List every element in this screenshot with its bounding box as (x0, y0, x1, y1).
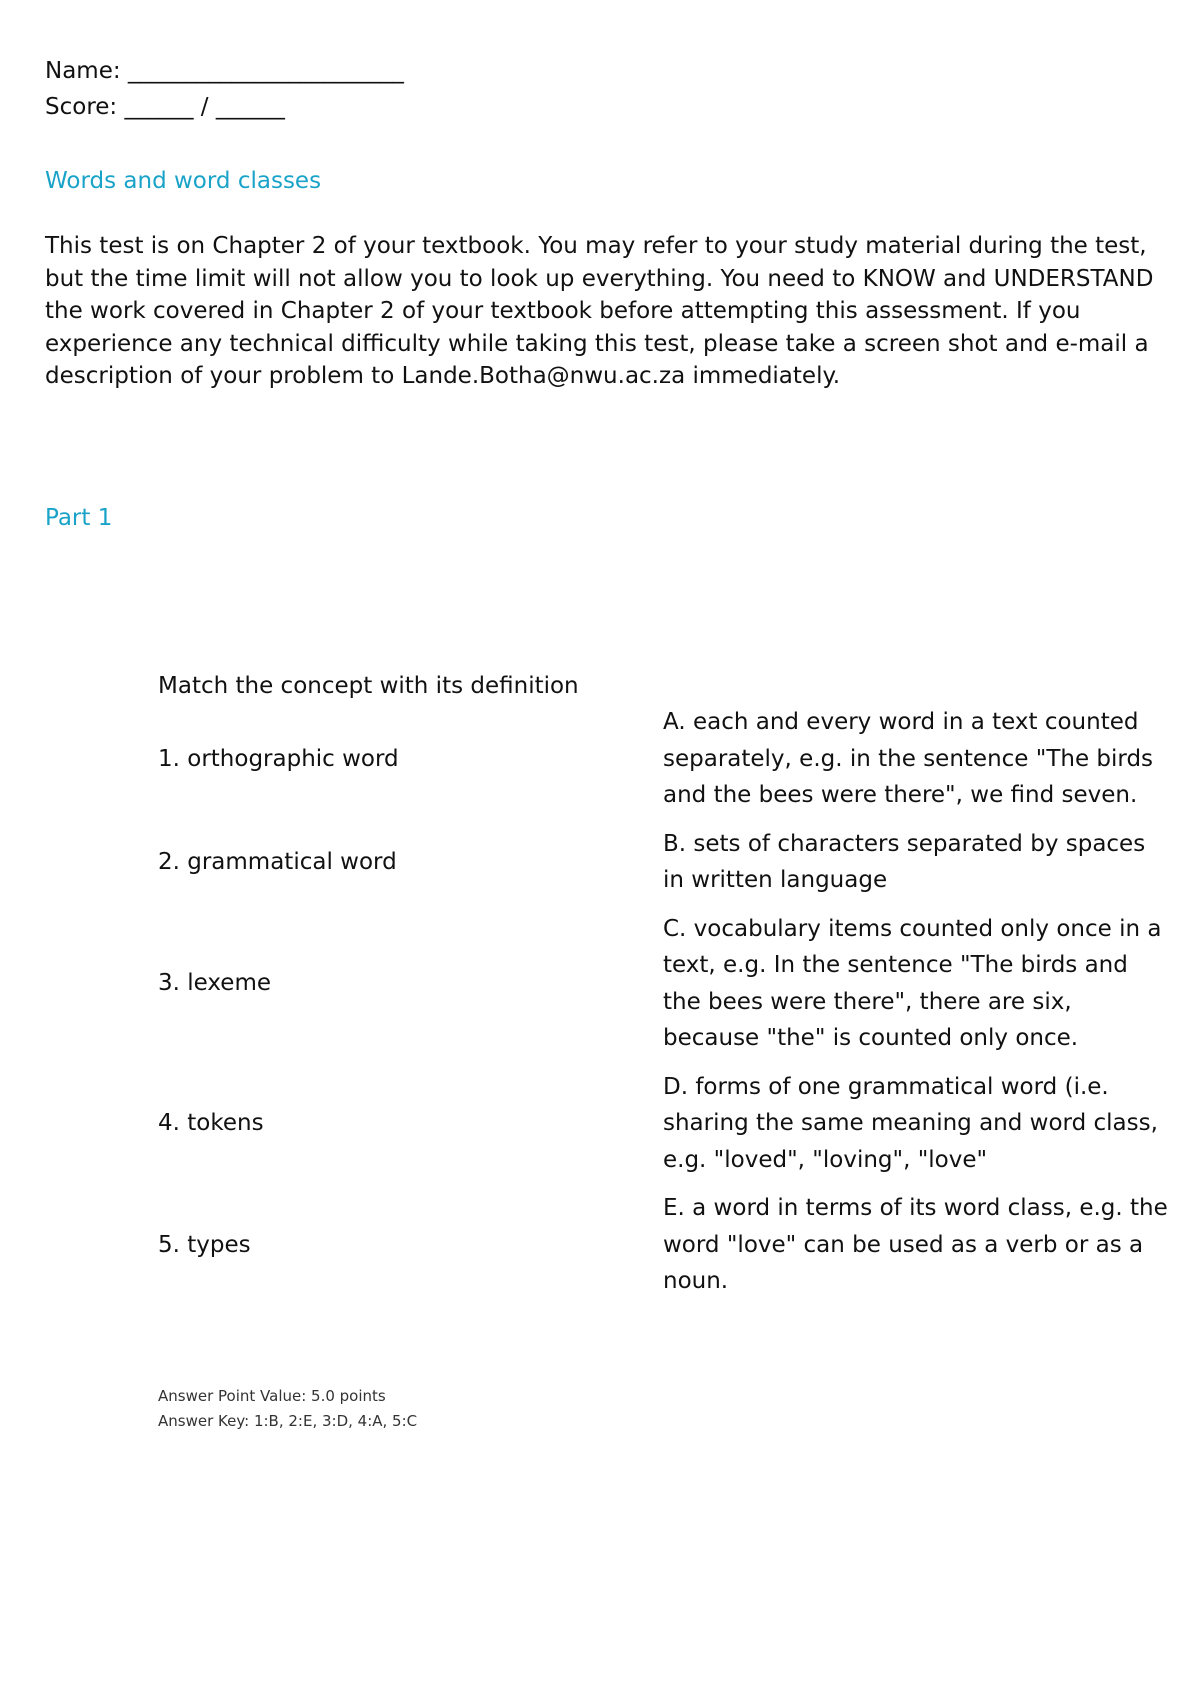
definition-item: B. sets of characters separated by spaces in written language (663, 830, 1146, 893)
point-value: Answer Point Value: 5.0 points (158, 1387, 386, 1405)
definition-item: C. vocabulary items counted only once in a text, e.g. In the sentence "The birds and the bees were there", there are six, because "the" is counted only once. (663, 915, 1162, 1051)
intro-paragraph: This test is on Chapter 2 of your textbook. You may refer to your study material during the test, but the time limit will not allow you to look up everything. You need to KNOW and UNDERSTAND the work covered in Chapter 2 of your textbook before attempting this assessment. If you experience any technical difficulty while taking this test, please take a screen shot and e-mail a description of your problem to Lande.Botha@nwu.ac.za immediately. (45, 233, 1154, 389)
name-field-line: Name: ________________________ (45, 58, 404, 84)
definition-item: E. a word in terms of its word class, e.g. the word "love" can be used as a verb or as a noun. (663, 1195, 1168, 1294)
concept-item: 5. types (158, 1231, 251, 1258)
concept-item: 3. lexeme (158, 970, 272, 997)
definition-item: D. forms of one grammatical word (i.e. sharing the same meaning and word class, e.g. "loved", "loving", "love" (663, 1073, 1158, 1173)
part-label: Part 1 (45, 505, 113, 531)
concept-item: 1. orthographic word (158, 745, 399, 772)
matching-question (158, 668, 1168, 1300)
answer-key: Answer Key: 1:B, 2:E, 3:D, 4:A, 5:C (158, 1412, 418, 1430)
answer-notes (158, 1384, 417, 1434)
concept-item: 2. grammatical word (158, 848, 397, 875)
match-row (158, 1069, 1168, 1179)
score-field-line: Score: ______ / ______ (45, 94, 285, 120)
concept-item: 4. tokens (158, 1110, 264, 1136)
match-row (158, 1190, 1168, 1300)
test-title: Words and word classes (45, 168, 322, 194)
match-row (158, 704, 1168, 814)
question-instruction: Match the concept with its definition (158, 673, 579, 699)
match-row (158, 826, 1168, 899)
match-row (158, 911, 1168, 1057)
definition-item: A. each and every word in a text counted separately, e.g. in the sentence "The birds and the bees were there", we find seven. (663, 709, 1154, 808)
